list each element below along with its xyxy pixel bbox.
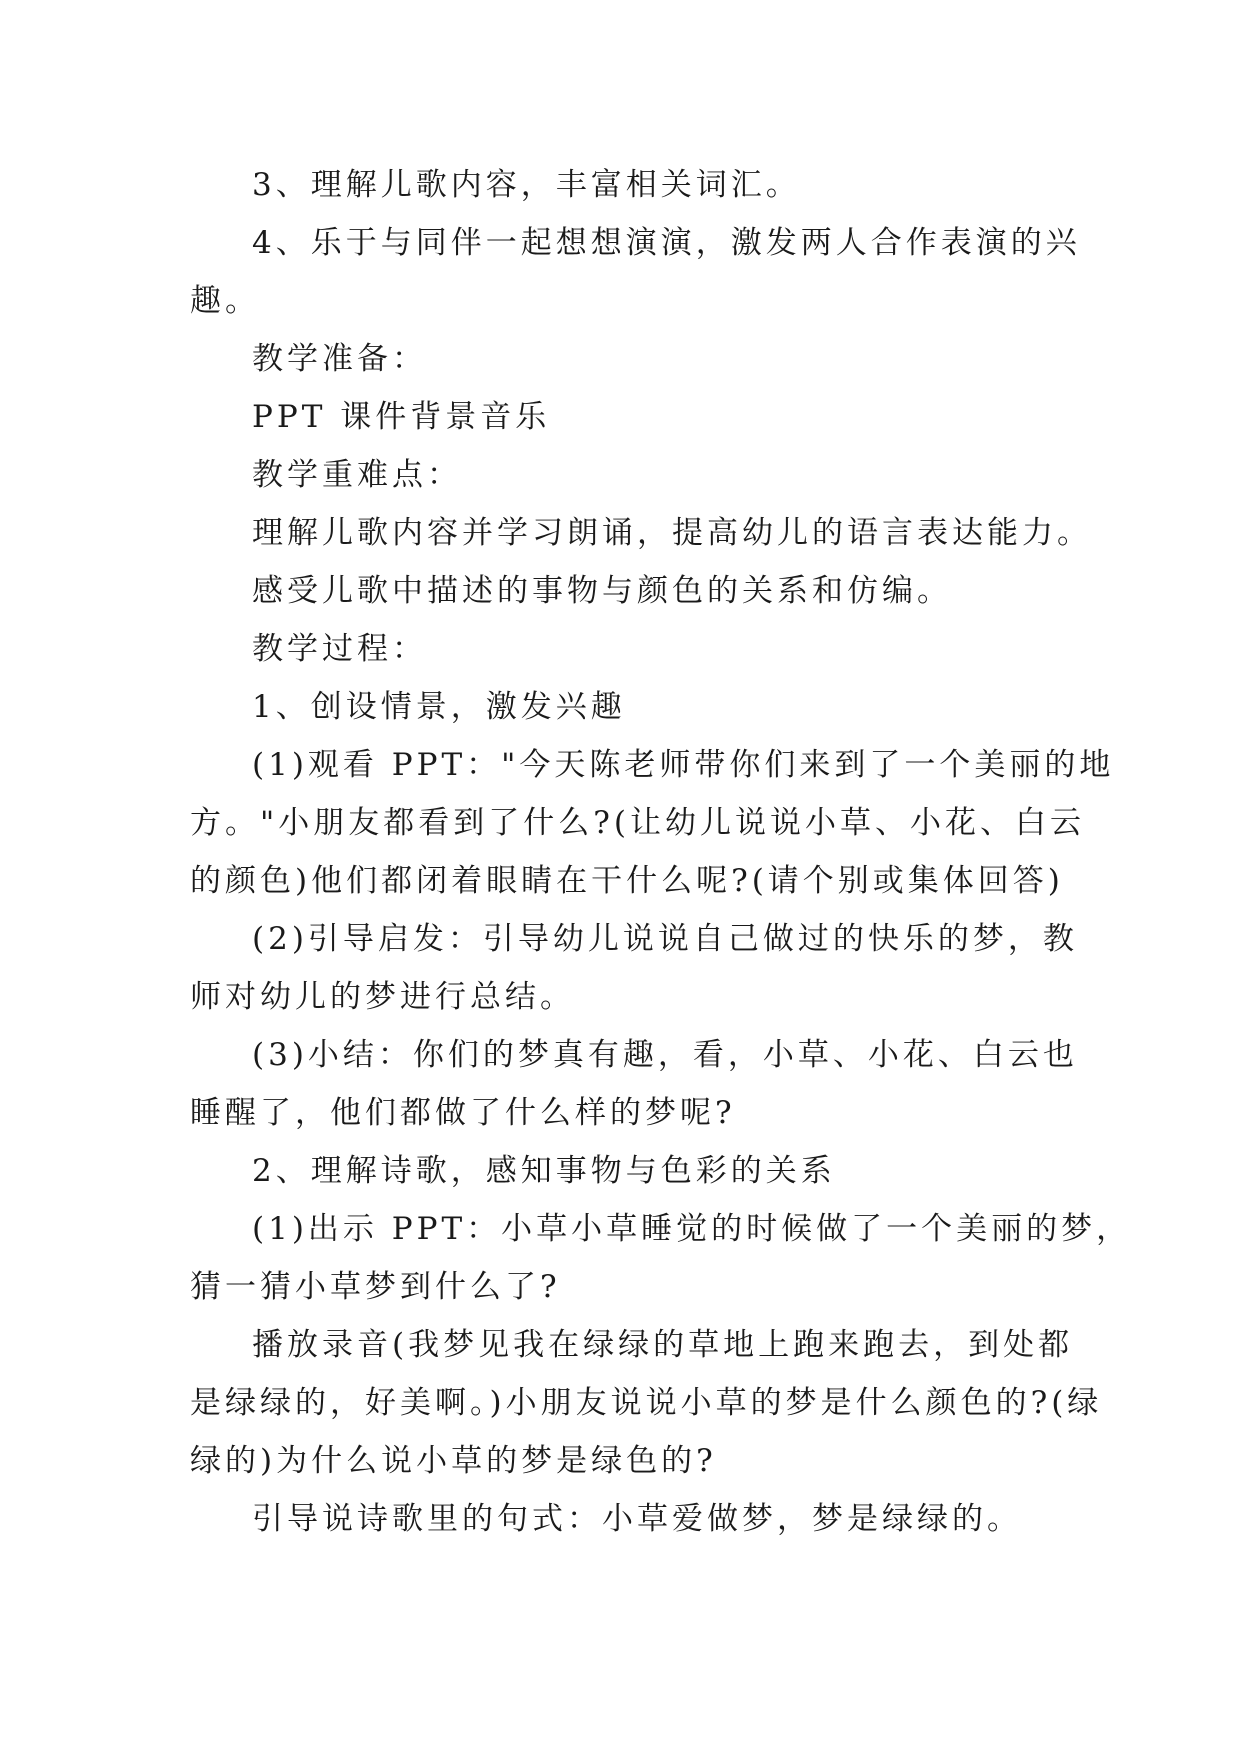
text-line: 理解儿歌内容并学习朗诵，提高幼儿的语言表达能力。 (252, 515, 1092, 551)
text-line: 猜一猜小草梦到什么了? (190, 1269, 561, 1305)
text-line: 播放录音(我梦见我在绿绿的草地上跑来跑去，到处都 (252, 1327, 1074, 1363)
text-line: (1)观看 PPT："今天陈老师带你们来到了一个美丽的地 (252, 747, 1115, 783)
text-line: 引导说诗歌里的句式：小草爱做梦，梦是绿绿的。 (252, 1501, 1022, 1537)
text-line: 感受儿歌中描述的事物与颜色的关系和仿编。 (252, 573, 952, 609)
text-line: 2、理解诗歌，感知事物与色彩的关系 (252, 1153, 836, 1189)
text-line: 绿的)为什么说小草的梦是绿色的? (190, 1443, 717, 1479)
text-line: 趣。 (190, 283, 260, 319)
text-line: 的颜色)他们都闭着眼睛在干什么呢?(请个别或集体回答) (190, 863, 1064, 899)
text-line: (2)引导启发：引导幼儿说说自己做过的快乐的梦，教 (252, 921, 1078, 957)
text-line: 教学准备： (252, 341, 427, 377)
text-line: 4、乐于与同伴一起想想演演，激发两人合作表演的兴 (252, 225, 1081, 261)
text-line: PPT 课件背景音乐 (252, 399, 551, 435)
text-line: 1、创设情景，激发兴趣 (252, 689, 626, 725)
text-line: 教学过程： (252, 631, 427, 667)
text-line: (1)出示 PPT：小草小草睡觉的时候做了一个美丽的梦， (252, 1211, 1132, 1247)
text-line: 师对幼儿的梦进行总结。 (190, 979, 575, 1015)
text-line: 教学重难点： (252, 457, 462, 493)
text-line: 睡醒了，他们都做了什么样的梦呢? (190, 1095, 736, 1131)
text-line: 3、理解儿歌内容，丰富相关词汇。 (252, 167, 801, 203)
text-line: 方。"小朋友都看到了什么?(让幼儿说说小草、小花、白云 (190, 805, 1085, 841)
text-line: 是绿绿的，好美啊。)小朋友说说小草的梦是什么颜色的?(绿 (190, 1385, 1103, 1421)
text-line: (3)小结：你们的梦真有趣，看，小草、小花、白云也 (252, 1037, 1078, 1073)
